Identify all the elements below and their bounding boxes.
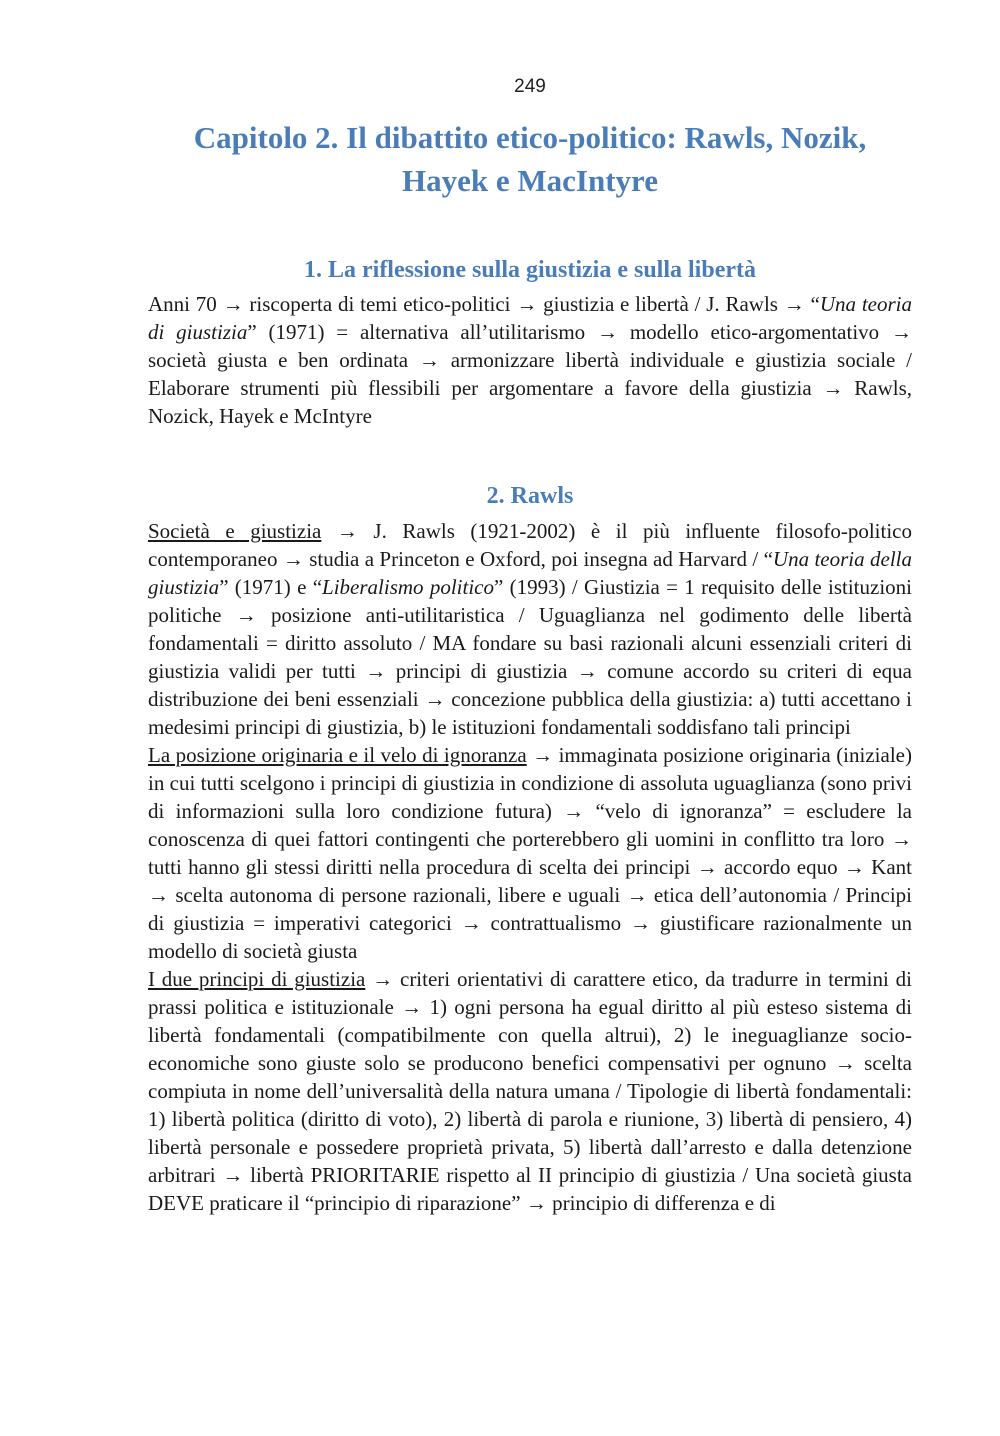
- paragraph-text: Anni 70 → riscoperta di temi etico-politici → giustizia e libertà / J. Rawls → “: [148, 292, 820, 316]
- section-rawls-body: [148, 517, 912, 1217]
- paragraph-two-principles: [148, 965, 912, 1217]
- page-number: 249: [514, 76, 546, 97]
- section-title-reflection: 1. La riflessione sulla giustizia e sulla libertà: [303, 257, 756, 283]
- book-title: Una teoria di giustizia: [148, 292, 912, 344]
- paragraph-text: ” (1993) / Giustizia = 1 requisito delle istituzioni politiche → posizione anti-utilitaristica / Uguaglianza nel godimento delle libertà fondamentali = diritto assoluto / MA fondare su basi razionali alcuni essenziali criteri di giustizia validi per tutti → principi di giustizia → comune accordo su criteri di equa distribuzione dei beni essenziali → concezione pubblica della giustizia: a) tutti accettano i medesimi principi di giustizia, b) le istituzioni fondamentali soddisfano tali principi: [148, 575, 912, 739]
- section-title-rawls: 2. Rawls: [486, 483, 574, 509]
- paragraph-original-position: [148, 741, 912, 965]
- book-title: Liberalismo politico: [322, 575, 495, 599]
- paragraph-text: → criteri orientativi di carattere etico, da tradurre in termini di prassi politica e istituzionale → 1) ogni persona ha egual diritto al più esteso sistema di libertà fondamentali (compatibilmente con quella altrui), 2) le ineguaglianze socio-economiche sono giuste solo se producono benefici compensativi per ognuno → scelta compiuta in nome dell’universalità della natura umana / Tipologie di libertà fondamentali: 1) libertà politica (diritto di voto), 2) libertà di parola e riunione, 3) libertà di pensiero, 4) libertà personale e possedere proprietà privata, 5) libertà dall’arresto e dalla detenzione arbitrari → libertà PRIORITARIE rispetto al II principio di giustizia / Una società giusta DEVE praticare il “principio di riparazione” → principio di differenza e di: [148, 967, 912, 1215]
- chapter-title: Capitolo 2. Il dibattito etico-politico: Rawls, Nozik, Hayek e MacIntyre: [193, 120, 867, 198]
- paragraph-text: ” (1971) e “: [219, 575, 323, 599]
- book-title: Una teoria della giustizia: [148, 547, 912, 599]
- paragraph-heading: Società e giustizia: [148, 519, 322, 543]
- paragraph-text: → J. Rawls (1921-2002) è il più influente filosofo-politico contemporaneo → studia a Princeton e Oxford, poi insegna ad Harvard / “: [148, 519, 912, 571]
- paragraph: [148, 290, 912, 430]
- paragraph-society-justice: [148, 517, 912, 741]
- paragraph-text: → immaginata posizione originaria (iniziale) in cui tutti scelgono i principi di giustizia in condizione di assoluta uguaglianza (sono privi di informazioni sulla loro condizione futura) → “velo di ignoranza” = escludere la conoscenza di quei fattori contingenti che porterebbero gli uomini in conflitto tra loro → tutti hanno gli stessi diritti nella procedura di scelta dei principi → accordo equo → Kant → scelta autonoma di persone razionali, libere e uguali → etica dell’autonomia / Principi di giustizia = imperativi categorici → contrattualismo → giustificare razionalmente un modello di società giusta: [148, 743, 912, 963]
- paragraph-heading: La posizione originaria e il velo di ignoranza: [148, 743, 527, 767]
- paragraph-text: ” (1971) = alternativa all’utilitarismo → modello etico-argomentativo → società giusta e ben ordinata → armonizzare libertà individuale e giustizia sociale / Elaborare strumenti più flessibili per argomentare a favore della giustizia → Rawls, Nozick, Hayek e McIntyre: [148, 320, 912, 428]
- section-reflection-body: [148, 290, 912, 430]
- paragraph-heading: I due principi di giustizia: [148, 967, 366, 991]
